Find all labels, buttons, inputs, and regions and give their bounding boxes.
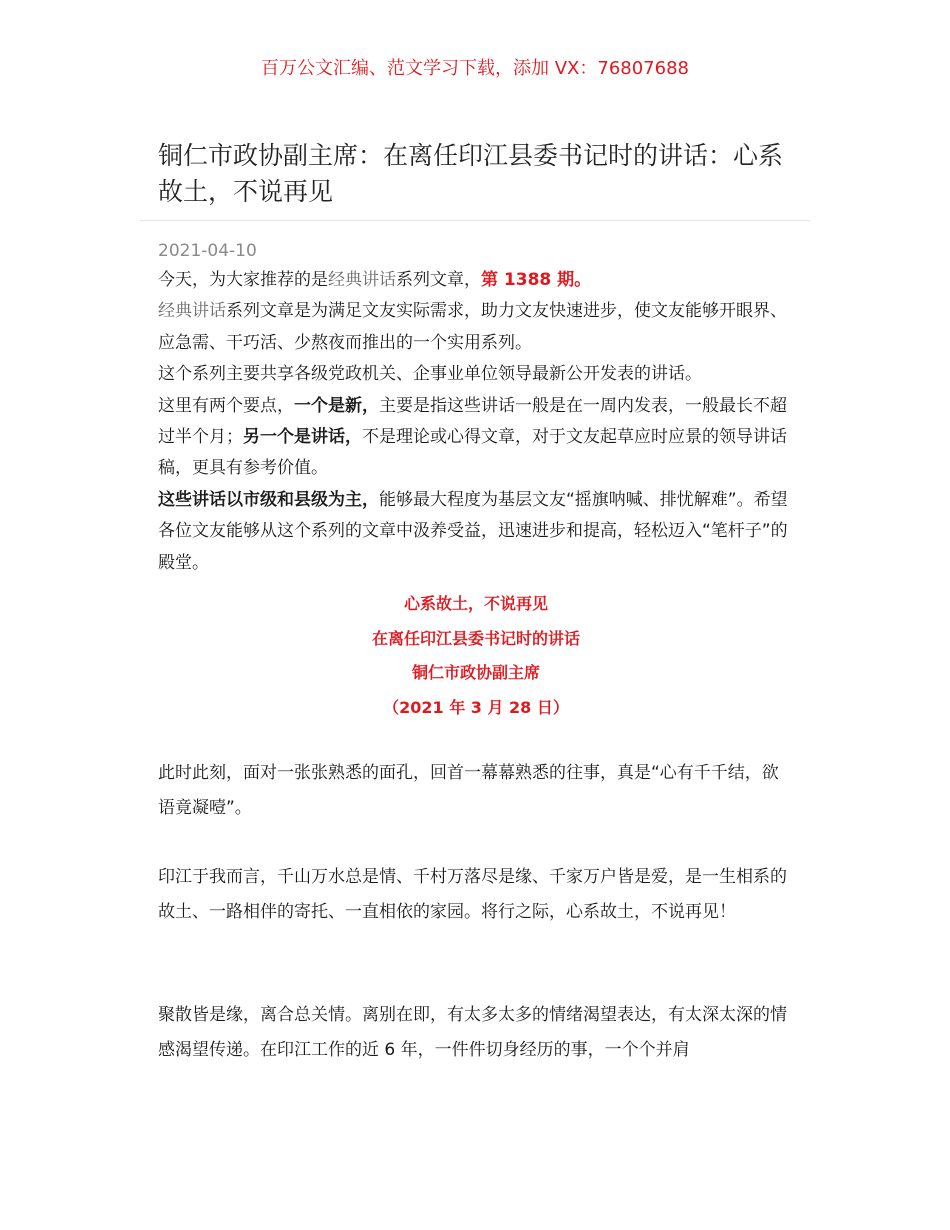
title-divider (140, 220, 810, 221)
key-point-1: 一个是新， (294, 395, 379, 416)
intro-section (158, 265, 794, 579)
speaker-title: 铜仁市政协副主席 (411, 663, 540, 682)
intro-paragraph-4 (158, 391, 794, 485)
intro-text: 系列文章， (396, 270, 481, 290)
issue-number: 第 1388 期。 (481, 270, 592, 290)
speech-subtitle: 在离任印江县委书记时的讲话 (371, 628, 580, 648)
intro-paragraph-5 (158, 485, 794, 579)
publish-date: 2021-04-10 (158, 241, 257, 261)
series-name: 经典讲话 (158, 301, 226, 322)
key-point-3: 这些讲话以市级和县级为主， (158, 489, 379, 510)
intro-text: 今天，为大家推荐的是 (158, 270, 328, 290)
series-name: 经典讲话 (328, 270, 396, 290)
body-paragraph-2: 印江于我而言，千山万水总是情、千村万落尽是缘、千家万户皆是爱，是一生相系的故土、一路相伴的寄托、一直相依的家园。将行之际，心系故土，不说再见！ (158, 867, 787, 922)
intro-paragraph-3: 这个系列主要共享各级党政机关、企事业单位领导最新公开发表的讲话。 (158, 364, 702, 385)
intro-paragraph-2 (158, 296, 794, 359)
body-paragraph-3: 聚散皆是缘，离合总关情。离别在即，有太多太多的情绪渴望表达，有太深太深的情感渴望传递。在印江工作的近 6 年，一件件切身经历的事，一个个并肩 (158, 1005, 787, 1060)
speech-date: （2021 年 3 月 28 日） (383, 697, 569, 717)
speech-title: 心系故土，不说再见 (403, 594, 548, 613)
speech-heading (158, 587, 794, 725)
body-paragraph-1: 此时此刻，面对一张张熟悉的面孔，回首一幕幕熟悉的往事，真是“心有千千结，欲语竟凝噎”。 (158, 763, 779, 818)
intro-paragraph-1 (158, 265, 794, 296)
intro-text: 不是理论或心得文章，对于文友起草应时应景的领导讲话稿，更具有参考价值。 (158, 427, 787, 479)
promo-banner: 百万公文汇编、范文学习下载，添加 VX：76807688 (261, 58, 689, 79)
key-point-2: 另一个是讲话， (243, 427, 362, 448)
intro-text: 主要是指这些讲话一般是在一周内发表，一般最长不超过半个月； (158, 395, 787, 448)
intro-text: 这里有两个要点， (158, 395, 294, 416)
intro-text: 系列文章是为满足文友实际需求，助力文友快速进步，使文友能够开眼界、应急需、干巧活、少熬夜而推出的一个实用系列。 (158, 301, 787, 353)
intro-text: 能够最大程度为基层文友“摇旗呐喊、排忧解难”。希望各位文友能够从这个系列的文章中汲养受益，迅速进步和提高，轻松迈入“笔杆子”的殿堂。 (158, 489, 788, 573)
article-title: 铜仁市政协副主席：在离任印江县委书记时的讲话：心系故土，不说再见 (158, 141, 784, 206)
